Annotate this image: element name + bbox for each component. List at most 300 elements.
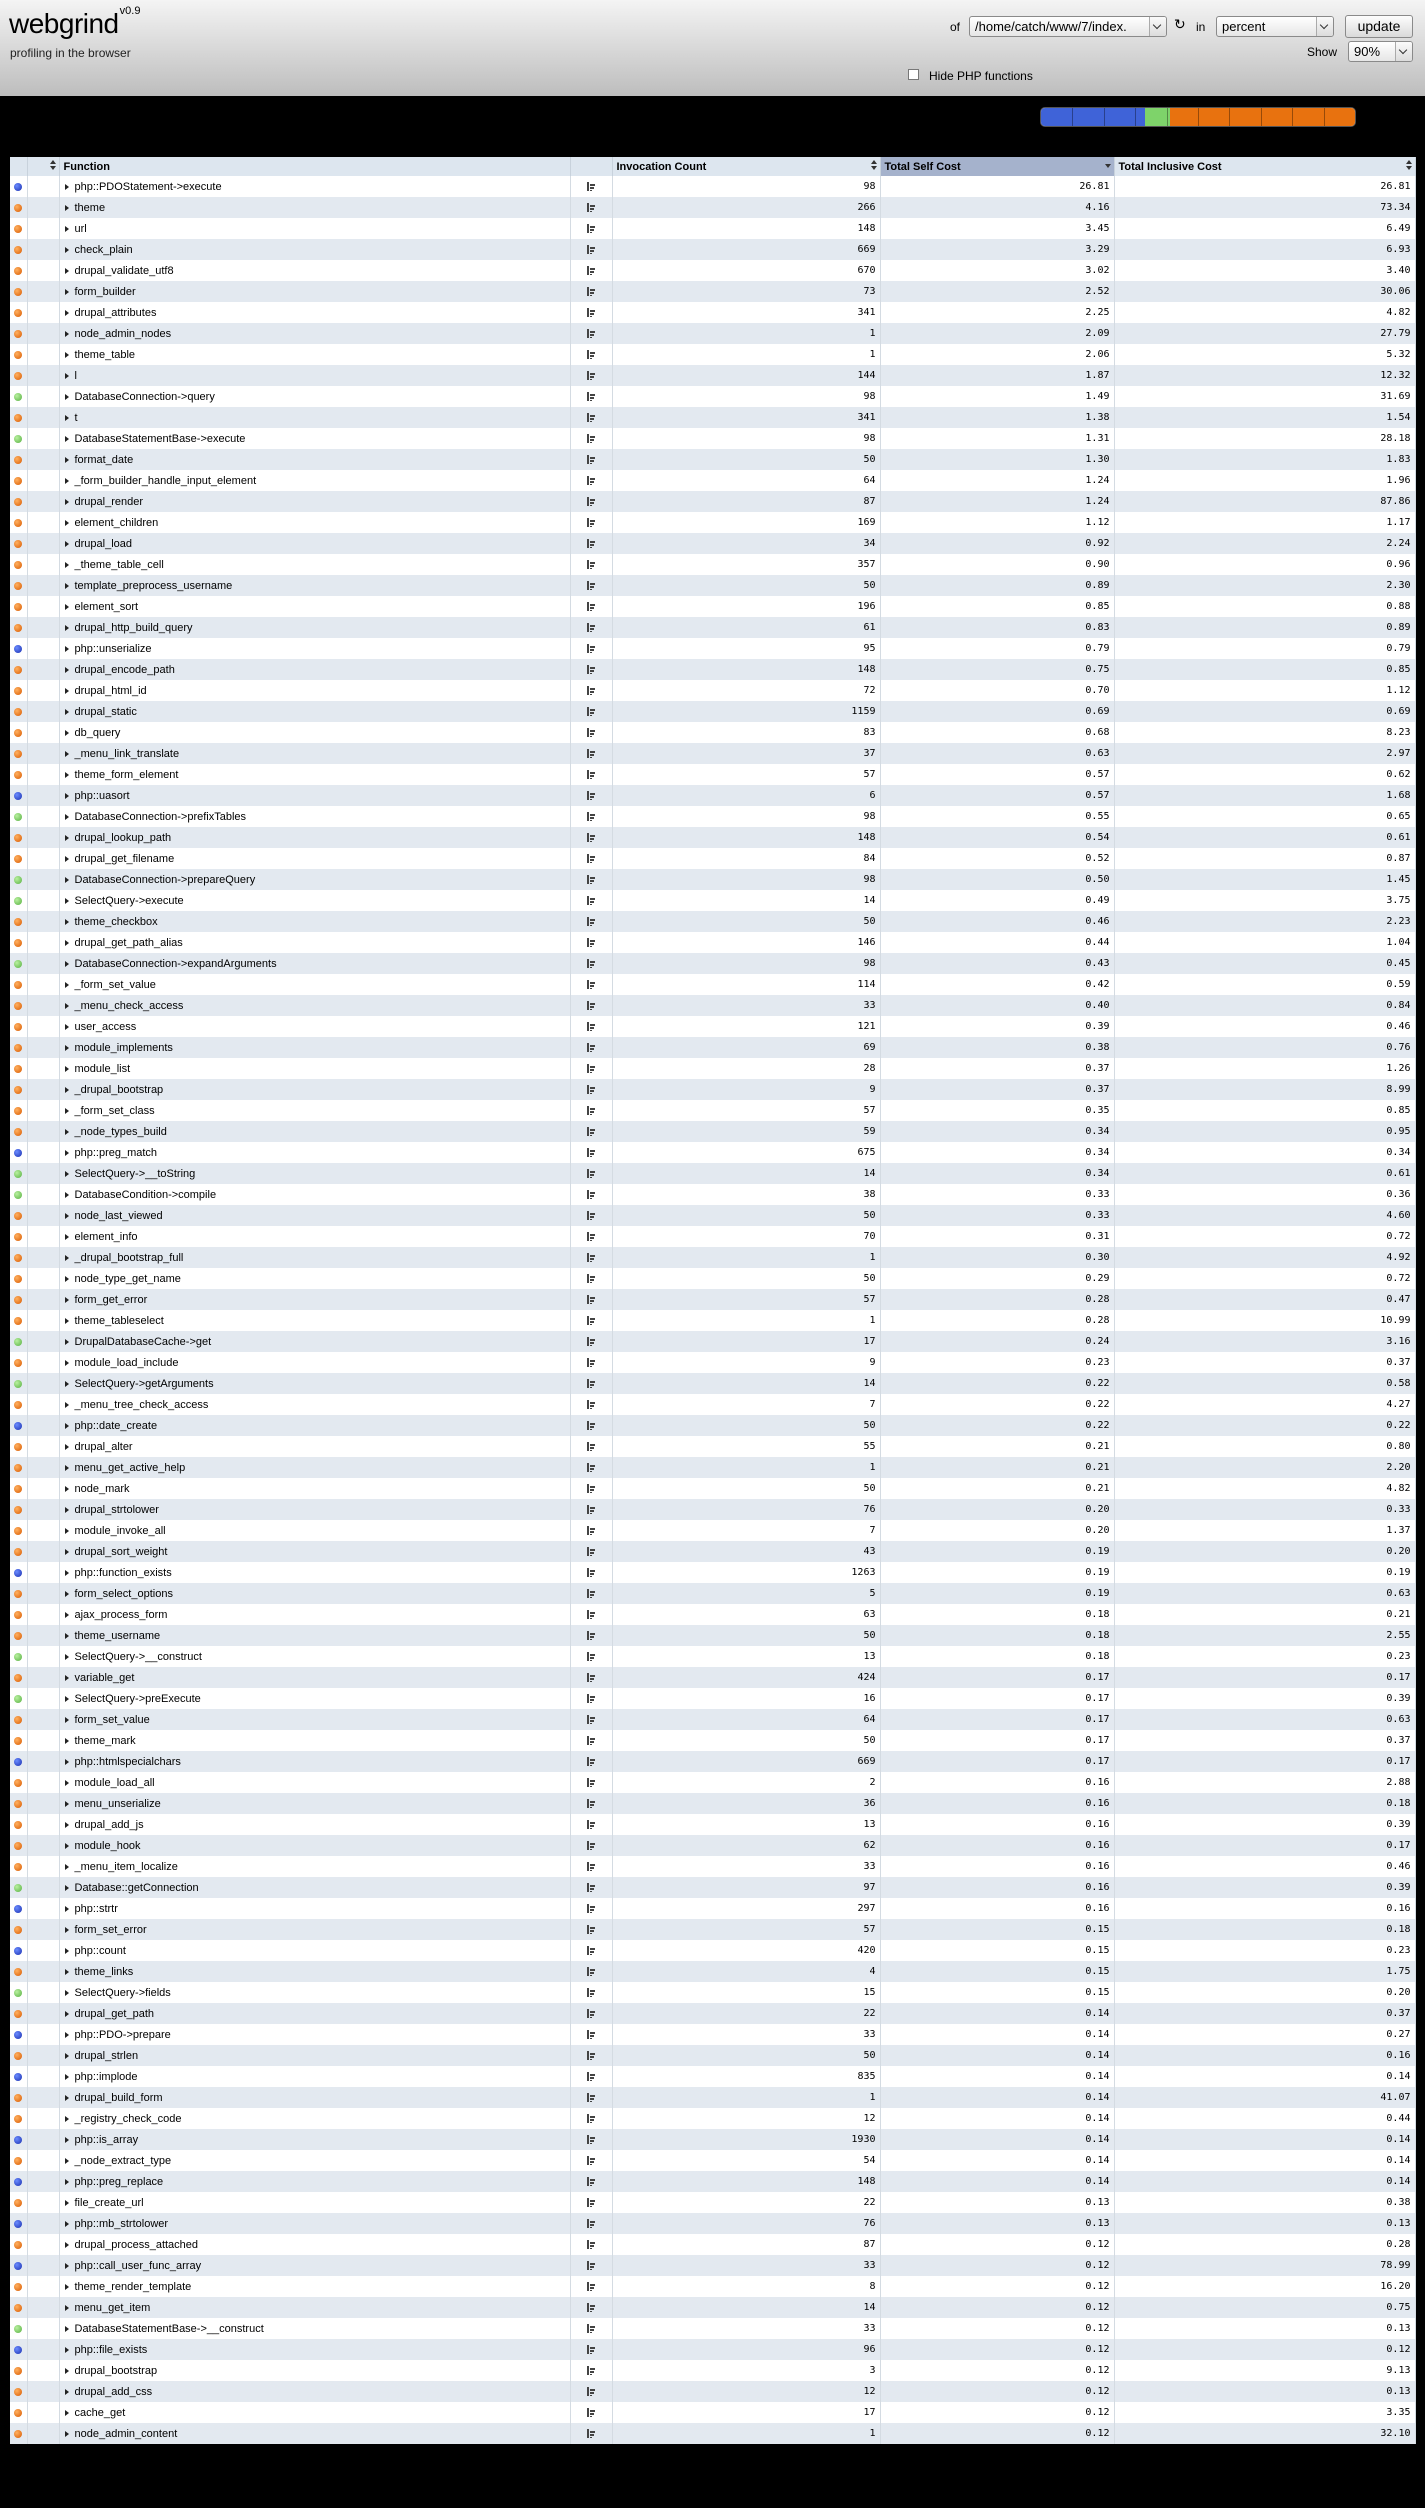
callgraph-icon[interactable]: [587, 392, 595, 401]
table-row[interactable]: [10, 890, 1415, 911]
callgraph-cell[interactable]: [570, 2003, 612, 2024]
expand-triangle-icon[interactable]: [65, 2200, 69, 2206]
callgraph-cell[interactable]: [570, 953, 612, 974]
callgraph-icon[interactable]: [587, 1358, 595, 1367]
callgraph-cell[interactable]: [570, 680, 612, 701]
callgraph-cell[interactable]: [570, 533, 612, 554]
function-cell[interactable]: [59, 323, 570, 344]
table-row[interactable]: [10, 1877, 1415, 1898]
table-row[interactable]: [10, 1457, 1415, 1478]
function-name[interactable]: theme_username: [74, 1629, 161, 1642]
callgraph-icon[interactable]: [587, 1799, 595, 1808]
callgraph-icon[interactable]: [587, 1211, 595, 1220]
function-name[interactable]: _registry_check_code: [74, 2112, 182, 2125]
function-name[interactable]: php::implode: [74, 2070, 138, 2083]
expand-triangle-icon[interactable]: [65, 1423, 69, 1429]
expand-triangle-icon[interactable]: [65, 289, 69, 295]
expand-triangle-icon[interactable]: [65, 394, 69, 400]
callgraph-cell[interactable]: [570, 1772, 612, 1793]
expand-triangle-icon[interactable]: [65, 352, 69, 358]
callgraph-cell[interactable]: [570, 2339, 612, 2360]
callgraph-icon[interactable]: [587, 2072, 595, 2081]
callgraph-icon[interactable]: [587, 1568, 595, 1577]
function-cell[interactable]: [59, 764, 570, 785]
expand-triangle-icon[interactable]: [65, 1654, 69, 1660]
callgraph-cell[interactable]: [570, 2402, 612, 2423]
expand-triangle-icon[interactable]: [65, 919, 69, 925]
function-cell[interactable]: [59, 953, 570, 974]
callgraph-cell[interactable]: [570, 1562, 612, 1583]
expand-triangle-icon[interactable]: [65, 2116, 69, 2122]
table-row[interactable]: [10, 2066, 1415, 2087]
function-cell[interactable]: [59, 1163, 570, 1184]
callgraph-cell[interactable]: [570, 2024, 612, 2045]
callgraph-icon[interactable]: [587, 2303, 595, 2312]
function-cell[interactable]: [59, 890, 570, 911]
function-cell[interactable]: [59, 428, 570, 449]
table-row[interactable]: [10, 197, 1415, 218]
callgraph-cell[interactable]: [570, 2192, 612, 2213]
expand-triangle-icon[interactable]: [65, 709, 69, 715]
function-cell[interactable]: [59, 1289, 570, 1310]
expand-triangle-icon[interactable]: [65, 1528, 69, 1534]
callgraph-icon[interactable]: [587, 1694, 595, 1703]
function-cell[interactable]: [59, 869, 570, 890]
callgraph-icon[interactable]: [587, 2219, 595, 2228]
table-row[interactable]: [10, 2129, 1415, 2150]
callgraph-cell[interactable]: [570, 2255, 612, 2276]
expand-triangle-icon[interactable]: [65, 2053, 69, 2059]
callgraph-icon[interactable]: [587, 1484, 595, 1493]
callgraph-cell[interactable]: [570, 302, 612, 323]
callgraph-cell[interactable]: [570, 1184, 612, 1205]
callgraph-icon[interactable]: [587, 980, 595, 989]
table-row[interactable]: [10, 1625, 1415, 1646]
callgraph-icon[interactable]: [587, 1316, 595, 1325]
function-name[interactable]: drupal_html_id: [74, 684, 147, 697]
function-name[interactable]: module_implements: [74, 1041, 173, 1054]
table-row[interactable]: [10, 2255, 1415, 2276]
expand-triangle-icon[interactable]: [65, 205, 69, 211]
callgraph-cell[interactable]: [570, 1016, 612, 1037]
expand-triangle-icon[interactable]: [65, 1549, 69, 1555]
total-self-cost-column-header[interactable]: Total Self Cost: [880, 157, 1114, 176]
expand-triangle-icon[interactable]: [65, 2242, 69, 2248]
function-cell[interactable]: [59, 2213, 570, 2234]
function-cell[interactable]: [59, 848, 570, 869]
callgraph-icon[interactable]: [587, 350, 595, 359]
table-row[interactable]: [10, 806, 1415, 827]
expand-triangle-icon[interactable]: [65, 1255, 69, 1261]
show-select[interactable]: [1348, 41, 1413, 62]
table-row[interactable]: [10, 1709, 1415, 1730]
function-name[interactable]: drupal_bootstrap: [74, 2364, 158, 2377]
expand-triangle-icon[interactable]: [65, 1801, 69, 1807]
function-cell[interactable]: [59, 1142, 570, 1163]
callgraph-icon[interactable]: [587, 2156, 595, 2165]
function-cell[interactable]: [59, 1058, 570, 1079]
table-row[interactable]: [10, 1331, 1415, 1352]
expand-triangle-icon[interactable]: [65, 1486, 69, 1492]
function-name[interactable]: element_info: [74, 1230, 138, 1243]
expand-triangle-icon[interactable]: [65, 835, 69, 841]
callgraph-icon[interactable]: [587, 560, 595, 569]
function-name[interactable]: php::PDOStatement->execute: [74, 180, 222, 193]
expand-triangle-icon[interactable]: [65, 940, 69, 946]
function-name[interactable]: _node_extract_type: [74, 2154, 172, 2167]
function-cell[interactable]: [59, 1583, 570, 1604]
expand-triangle-icon[interactable]: [65, 1570, 69, 1576]
callgraph-cell[interactable]: [570, 1940, 612, 1961]
callgraph-icon[interactable]: [587, 308, 595, 317]
callgraph-cell[interactable]: [570, 1037, 612, 1058]
table-row[interactable]: [10, 2108, 1415, 2129]
function-cell[interactable]: [59, 1415, 570, 1436]
callgraph-cell[interactable]: [570, 974, 612, 995]
function-name[interactable]: drupal_http_build_query: [74, 621, 193, 634]
function-cell[interactable]: [59, 617, 570, 638]
function-cell[interactable]: [59, 512, 570, 533]
function-name[interactable]: php::date_create: [74, 1419, 158, 1432]
function-cell[interactable]: [59, 2066, 570, 2087]
expand-triangle-icon[interactable]: [65, 520, 69, 526]
function-cell[interactable]: [59, 1226, 570, 1247]
function-cell[interactable]: [59, 2360, 570, 2381]
callgraph-icon[interactable]: [587, 1757, 595, 1766]
expand-triangle-icon[interactable]: [65, 2305, 69, 2311]
callgraph-icon[interactable]: [587, 1232, 595, 1241]
callgraph-cell[interactable]: [570, 764, 612, 785]
function-cell[interactable]: [59, 554, 570, 575]
callgraph-cell[interactable]: [570, 617, 612, 638]
table-row[interactable]: [10, 2276, 1415, 2297]
function-cell[interactable]: [59, 1814, 570, 1835]
function-cell[interactable]: [59, 1310, 570, 1331]
callgraph-cell[interactable]: [570, 1877, 612, 1898]
table-row[interactable]: [10, 533, 1415, 554]
expand-triangle-icon[interactable]: [65, 646, 69, 652]
function-name[interactable]: node_mark: [74, 1482, 130, 1495]
function-name[interactable]: t: [74, 411, 78, 424]
function-cell[interactable]: [59, 2423, 570, 2444]
function-name[interactable]: _form_set_class: [74, 1104, 155, 1117]
expand-triangle-icon[interactable]: [65, 541, 69, 547]
callgraph-cell[interactable]: [570, 701, 612, 722]
function-cell[interactable]: [59, 533, 570, 554]
table-row[interactable]: [10, 1583, 1415, 1604]
function-name[interactable]: drupal_load: [74, 537, 132, 550]
function-cell[interactable]: [59, 1079, 570, 1100]
function-cell[interactable]: [59, 722, 570, 743]
refresh-icon[interactable]: ↻: [1174, 16, 1186, 32]
callgraph-cell[interactable]: [570, 323, 612, 344]
expand-triangle-icon[interactable]: [65, 1276, 69, 1282]
expand-triangle-icon[interactable]: [65, 1003, 69, 1009]
type-sort-header[interactable]: [27, 157, 59, 176]
table-row[interactable]: [10, 1961, 1415, 1982]
function-name[interactable]: menu_unserialize: [74, 1797, 161, 1810]
function-name[interactable]: form_get_error: [74, 1293, 148, 1306]
function-cell[interactable]: [59, 1709, 570, 1730]
hide-php-checkbox[interactable]: [908, 69, 919, 80]
function-name[interactable]: SelectQuery->preExecute: [74, 1692, 201, 1705]
callgraph-icon[interactable]: [587, 1841, 595, 1850]
function-cell[interactable]: [59, 2003, 570, 2024]
function-cell[interactable]: [59, 1394, 570, 1415]
function-cell[interactable]: [59, 1352, 570, 1373]
callgraph-cell[interactable]: [570, 2381, 612, 2402]
callgraph-cell[interactable]: [570, 218, 612, 239]
callgraph-icon[interactable]: [587, 1190, 595, 1199]
callgraph-icon[interactable]: [587, 1148, 595, 1157]
function-name[interactable]: DatabaseStatementBase->__construct: [74, 2322, 264, 2335]
callgraph-icon[interactable]: [587, 434, 595, 443]
function-name[interactable]: php::function_exists: [74, 1566, 172, 1579]
function-cell[interactable]: [59, 1016, 570, 1037]
function-name[interactable]: theme_links: [74, 1965, 134, 1978]
function-cell[interactable]: [59, 1436, 570, 1457]
function-name[interactable]: drupal_add_css: [74, 2385, 153, 2398]
expand-triangle-icon[interactable]: [65, 793, 69, 799]
expand-triangle-icon[interactable]: [65, 226, 69, 232]
table-row[interactable]: [10, 1037, 1415, 1058]
function-cell[interactable]: [59, 1877, 570, 1898]
function-cell[interactable]: [59, 1625, 570, 1646]
callgraph-cell[interactable]: [570, 932, 612, 953]
expand-triangle-icon[interactable]: [65, 961, 69, 967]
function-name[interactable]: element_children: [74, 516, 159, 529]
function-name[interactable]: node_admin_content: [74, 2427, 178, 2440]
table-row[interactable]: [10, 1226, 1415, 1247]
table-row[interactable]: [10, 1436, 1415, 1457]
callgraph-cell[interactable]: [570, 1919, 612, 1940]
callgraph-cell[interactable]: [570, 491, 612, 512]
callgraph-cell[interactable]: [570, 1415, 612, 1436]
expand-triangle-icon[interactable]: [65, 331, 69, 337]
expand-triangle-icon[interactable]: [65, 1822, 69, 1828]
callgraph-cell[interactable]: [570, 1352, 612, 1373]
table-row[interactable]: [10, 848, 1415, 869]
callgraph-icon[interactable]: [587, 1547, 595, 1556]
expand-triangle-icon[interactable]: [65, 667, 69, 673]
expand-triangle-icon[interactable]: [65, 877, 69, 883]
expand-triangle-icon[interactable]: [65, 1885, 69, 1891]
callgraph-icon[interactable]: [587, 224, 595, 233]
function-cell[interactable]: [59, 197, 570, 218]
callgraph-cell[interactable]: [570, 407, 612, 428]
callgraph-icon[interactable]: [587, 728, 595, 737]
table-row[interactable]: [10, 869, 1415, 890]
function-name[interactable]: drupal_validate_utf8: [74, 264, 174, 277]
callgraph-icon[interactable]: [587, 1715, 595, 1724]
expand-triangle-icon[interactable]: [65, 1339, 69, 1345]
expand-triangle-icon[interactable]: [65, 1045, 69, 1051]
callgraph-cell[interactable]: [570, 470, 612, 491]
table-row[interactable]: [10, 281, 1415, 302]
callgraph-icon[interactable]: [587, 1526, 595, 1535]
function-cell[interactable]: [59, 2402, 570, 2423]
expand-triangle-icon[interactable]: [65, 2347, 69, 2353]
callgraph-icon[interactable]: [587, 1169, 595, 1178]
callgraph-icon[interactable]: [587, 518, 595, 527]
table-row[interactable]: [10, 1730, 1415, 1751]
table-row[interactable]: [10, 1079, 1415, 1100]
table-row[interactable]: [10, 218, 1415, 239]
callgraph-icon[interactable]: [587, 329, 595, 338]
function-name[interactable]: _menu_link_translate: [74, 747, 180, 760]
table-row[interactable]: [10, 1016, 1415, 1037]
function-name[interactable]: drupal_lookup_path: [74, 831, 172, 844]
callgraph-icon[interactable]: [587, 2387, 595, 2396]
expand-triangle-icon[interactable]: [65, 1612, 69, 1618]
table-row[interactable]: [10, 1289, 1415, 1310]
callgraph-cell[interactable]: [570, 2087, 612, 2108]
callgraph-icon[interactable]: [587, 1085, 595, 1094]
callgraph-icon[interactable]: [587, 686, 595, 695]
expand-triangle-icon[interactable]: [65, 1444, 69, 1450]
expand-triangle-icon[interactable]: [65, 1780, 69, 1786]
expand-triangle-icon[interactable]: [65, 184, 69, 190]
table-row[interactable]: [10, 2339, 1415, 2360]
callgraph-cell[interactable]: [570, 1814, 612, 1835]
callgraph-icon[interactable]: [587, 2324, 595, 2333]
function-column-header[interactable]: Function: [59, 157, 570, 176]
table-row[interactable]: [10, 2402, 1415, 2423]
function-name[interactable]: DatabaseConnection->expandArguments: [74, 957, 277, 970]
function-name[interactable]: _theme_table_cell: [74, 558, 164, 571]
function-name[interactable]: DrupalDatabaseCache->get: [74, 1335, 212, 1348]
callgraph-icon[interactable]: [587, 1862, 595, 1871]
function-name[interactable]: php::strtr: [74, 1902, 118, 1915]
function-name[interactable]: _menu_check_access: [74, 999, 184, 1012]
function-name[interactable]: drupal_get_path: [74, 2007, 155, 2020]
callgraph-icon[interactable]: [587, 539, 595, 548]
callgraph-icon[interactable]: [587, 2345, 595, 2354]
callgraph-cell[interactable]: [570, 1604, 612, 1625]
callgraph-icon[interactable]: [587, 812, 595, 821]
table-row[interactable]: [10, 449, 1415, 470]
callgraph-icon[interactable]: [587, 203, 595, 212]
expand-triangle-icon[interactable]: [65, 898, 69, 904]
expand-triangle-icon[interactable]: [65, 1360, 69, 1366]
function-cell[interactable]: [59, 1100, 570, 1121]
table-row[interactable]: [10, 1247, 1415, 1268]
function-name[interactable]: variable_get: [74, 1671, 135, 1684]
callgraph-cell[interactable]: [570, 554, 612, 575]
function-name[interactable]: SelectQuery->__toString: [74, 1167, 196, 1180]
expand-triangle-icon[interactable]: [65, 2158, 69, 2164]
function-cell[interactable]: [59, 827, 570, 848]
expand-triangle-icon[interactable]: [65, 1717, 69, 1723]
table-row[interactable]: [10, 554, 1415, 575]
expand-triangle-icon[interactable]: [65, 856, 69, 862]
total-inclusive-cost-column-header[interactable]: Total Inclusive Cost: [1114, 157, 1415, 176]
cost-format-select[interactable]: [1216, 16, 1334, 37]
function-cell[interactable]: [59, 281, 570, 302]
expand-triangle-icon[interactable]: [65, 688, 69, 694]
function-name[interactable]: theme_table: [74, 348, 136, 361]
expand-triangle-icon[interactable]: [65, 1066, 69, 1072]
function-cell[interactable]: [59, 932, 570, 953]
callgraph-cell[interactable]: [570, 1499, 612, 1520]
function-cell[interactable]: [59, 2276, 570, 2297]
expand-triangle-icon[interactable]: [65, 1213, 69, 1219]
expand-triangle-icon[interactable]: [65, 2284, 69, 2290]
table-row[interactable]: [10, 407, 1415, 428]
function-name[interactable]: _form_set_value: [74, 978, 156, 991]
function-cell[interactable]: [59, 1457, 570, 1478]
function-cell[interactable]: [59, 1373, 570, 1394]
expand-triangle-icon[interactable]: [65, 1906, 69, 1912]
callgraph-cell[interactable]: [570, 848, 612, 869]
function-cell[interactable]: [59, 1982, 570, 2003]
expand-triangle-icon[interactable]: [65, 2011, 69, 2017]
table-row[interactable]: [10, 617, 1415, 638]
callgraph-cell[interactable]: [570, 2318, 612, 2339]
callgraph-icon[interactable]: [587, 623, 595, 632]
callgraph-icon[interactable]: [587, 1379, 595, 1388]
callgraph-cell[interactable]: [570, 2234, 612, 2255]
function-cell[interactable]: [59, 1751, 570, 1772]
callgraph-cell[interactable]: [570, 2045, 612, 2066]
function-name[interactable]: _drupal_bootstrap_full: [74, 1251, 184, 1264]
callgraph-icon[interactable]: [587, 1022, 595, 1031]
function-name[interactable]: php::uasort: [74, 789, 130, 802]
callgraph-icon[interactable]: [587, 1400, 595, 1409]
table-row[interactable]: [10, 659, 1415, 680]
expand-triangle-icon[interactable]: [65, 625, 69, 631]
callgraph-cell[interactable]: [570, 1541, 612, 1562]
function-name[interactable]: form_builder: [74, 285, 136, 298]
function-cell[interactable]: [59, 260, 570, 281]
function-cell[interactable]: [59, 1541, 570, 1562]
table-row[interactable]: [10, 323, 1415, 344]
function-name[interactable]: drupal_attributes: [74, 306, 157, 319]
callgraph-icon[interactable]: [587, 581, 595, 590]
callgraph-icon[interactable]: [587, 1673, 595, 1682]
function-name[interactable]: drupal_build_form: [74, 2091, 163, 2104]
table-row[interactable]: [10, 1310, 1415, 1331]
function-name[interactable]: module_load_include: [74, 1356, 179, 1369]
function-cell[interactable]: [59, 2108, 570, 2129]
callgraph-icon[interactable]: [587, 1652, 595, 1661]
expand-triangle-icon[interactable]: [65, 814, 69, 820]
expand-triangle-icon[interactable]: [65, 1150, 69, 1156]
expand-triangle-icon[interactable]: [65, 1465, 69, 1471]
callgraph-cell[interactable]: [570, 1247, 612, 1268]
function-name[interactable]: db_query: [74, 726, 121, 739]
callgraph-cell[interactable]: [570, 1121, 612, 1142]
expand-triangle-icon[interactable]: [65, 1171, 69, 1177]
callgraph-icon[interactable]: [587, 1736, 595, 1745]
table-row[interactable]: [10, 575, 1415, 596]
callgraph-cell[interactable]: [570, 806, 612, 827]
function-name[interactable]: module_invoke_all: [74, 1524, 166, 1537]
function-name[interactable]: php::preg_match: [74, 1146, 158, 1159]
table-row[interactable]: [10, 1142, 1415, 1163]
table-row[interactable]: [10, 1163, 1415, 1184]
function-cell[interactable]: [59, 2192, 570, 2213]
callgraph-cell[interactable]: [570, 2276, 612, 2297]
callgraph-cell[interactable]: [570, 1058, 612, 1079]
callgraph-cell[interactable]: [570, 638, 612, 659]
callgraph-icon[interactable]: [587, 1253, 595, 1262]
function-name[interactable]: drupal_sort_weight: [74, 1545, 168, 1558]
function-cell[interactable]: [59, 995, 570, 1016]
expand-triangle-icon[interactable]: [65, 1507, 69, 1513]
function-cell[interactable]: [59, 1184, 570, 1205]
table-row[interactable]: [10, 1541, 1415, 1562]
